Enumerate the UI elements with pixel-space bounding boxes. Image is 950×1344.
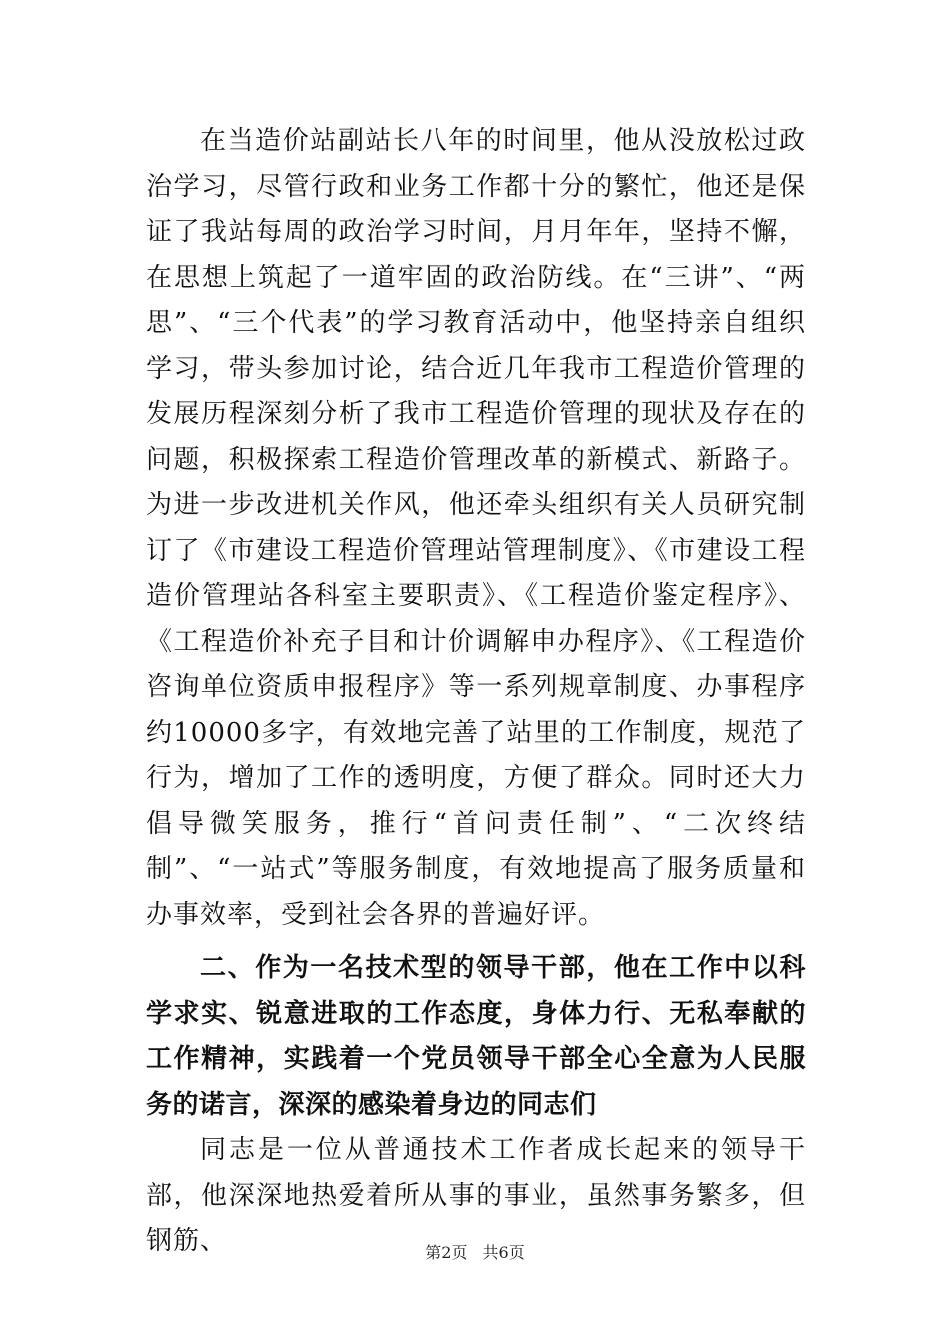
page-footer bbox=[0, 1242, 950, 1264]
page-number: 第2页 bbox=[425, 1243, 468, 1262]
total-pages: 共6页 bbox=[482, 1243, 525, 1262]
body-paragraph-political-study: 在当造价站副站长八年的时间里，他从没放松过政治学习，尽管行政和业务工作都十分的繁忙，他还是保证了我站每周的政治学习时间，月月年年，坚持不懈，在思想上筑起了一道牢固的政治防线。在“三讲”、“两思”、“三个代表”的学习教育活动中，他坚持亲自组织学习，带头参加讨论，结合近几年我市工程造价管理的发展历程深刻分析了我市工程造价管理的现状及存在的问题，积极探索工程造价管理改革的新模式、新路子。为进一步改进机关作风，他还牵头组织有关人员研究制订了《市建设工程造价管理站管理制度》、《市建设工程造价管理站各科室主要职责》、《工程造价鉴定程序》、《工程造价补充子目和计价调解申办程序》、《工程造价咨询单位资质申报程序》等一系列规章制度、办事程序约10000多字，有效地完善了站里的工作制度，规范了行为，增加了工作的透明度，方便了群众。同时还大力倡导微笑服务，推行“首问责任制”、“二次终结制”、“一站式”等服务制度，有效地提高了服务质量和办事效率，受到社会各界的普遍好评。 bbox=[146, 126, 806, 930]
section-heading-2: 二、作为一名技术型的领导干部，他在工作中以科学求实、锐意进取的工作态度，身体力行、无私奉献的工作精神，实践着一个党员领导干部全心全意为人民服务的诺言，深深的感染着身边的同志们 bbox=[146, 953, 806, 1120]
body-paragraph-technical-leader: 同志是一位从普通技术工作者成长起来的领导干部，他深深地热爱着所从事的事业，虽然事务繁多，但钢筋、 bbox=[146, 1135, 806, 1256]
